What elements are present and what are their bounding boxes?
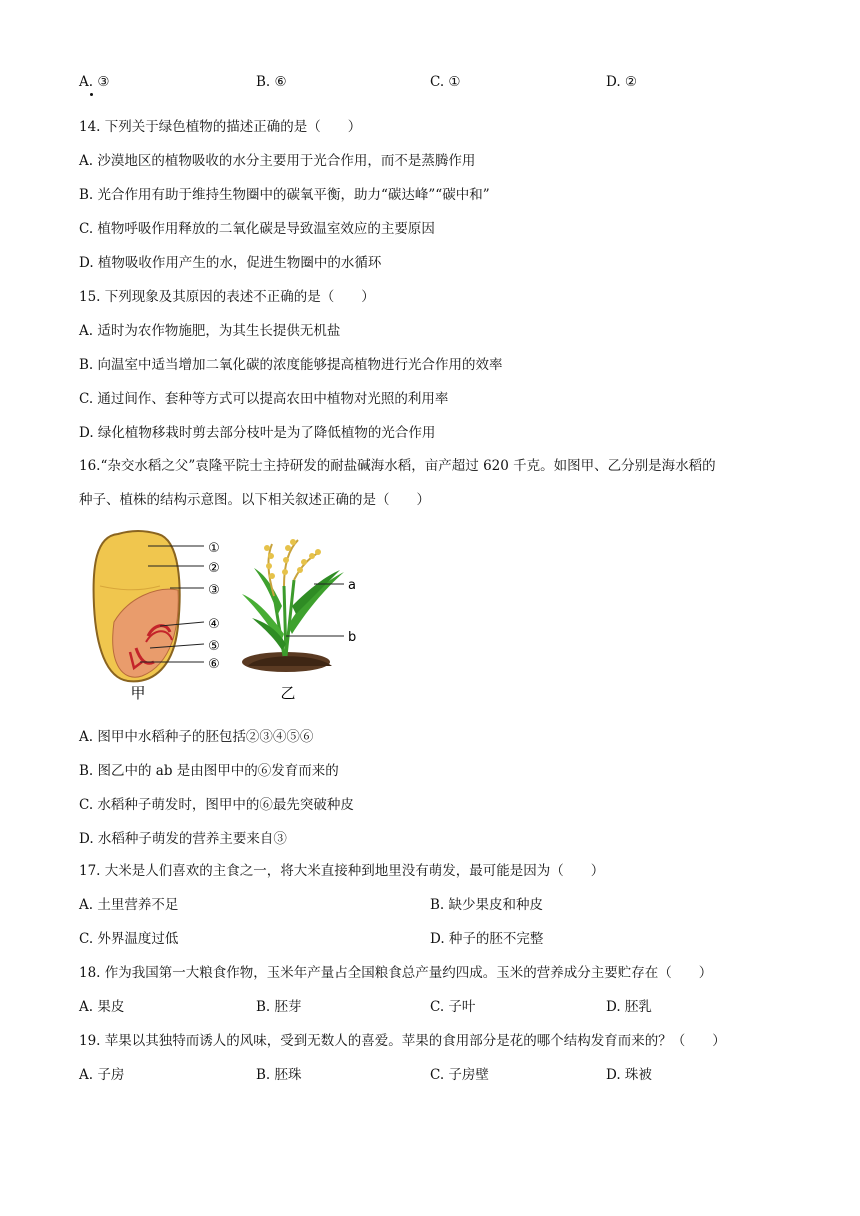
q18-option-c: C. 子叶 bbox=[430, 999, 476, 1015]
q15-option-a: A. 适时为农作物施肥，为其生长提供无机盐 bbox=[79, 323, 341, 339]
q17-option-c: C. 外界温度过低 bbox=[79, 931, 179, 947]
q15-stem: 15. 下列现象及其原因的表述不正确的是（ ） bbox=[79, 289, 375, 305]
q13-option-a: A. ③ bbox=[79, 74, 110, 90]
q16-option-b: B. 图乙中的 ab 是由图甲中的⑥发育而来的 bbox=[79, 763, 339, 779]
seed-label-5: ⑤ bbox=[208, 639, 220, 654]
q17-option-a: A. 土里营养不足 bbox=[79, 897, 179, 913]
q16-stem-line2: 种子、植株的结构示意图。以下相关叙述正确的是（ ） bbox=[79, 492, 430, 508]
rice-plant-diagram bbox=[242, 539, 356, 702]
q15-option-d: D. 绿化植物移栽时剪去部分枝叶是为了降低植物的光合作用 bbox=[79, 425, 436, 441]
seed-label-4: ④ bbox=[208, 617, 220, 632]
q14-option-a: A. 沙漠地区的植物吸收的水分主要用于光合作用，而不是蒸腾作用 bbox=[79, 153, 476, 169]
plant-caption: 乙 bbox=[280, 684, 296, 702]
q17-option-d: D. 种子的胚不完整 bbox=[430, 931, 544, 947]
q17-stem: 17. 大米是人们喜欢的主食之一，将大米直接种到地里没有萌发，最可能是因为（ ） bbox=[79, 863, 605, 879]
q14-option-d: D. 植物吸收作用产生的水，促进生物圈中的水循环 bbox=[79, 255, 382, 271]
q16-option-c: C. 水稻种子萌发时，图甲中的⑥最先突破种皮 bbox=[79, 797, 354, 813]
q15-option-c: C. 通过间作、套种等方式可以提高农田中植物对光照的利用率 bbox=[79, 391, 449, 407]
q16-option-d: D. 水稻种子萌发的营养主要来自③ bbox=[79, 831, 287, 847]
rice-figure bbox=[88, 526, 378, 706]
seed-label-6: ⑥ bbox=[208, 657, 220, 672]
seed-label-2: ② bbox=[208, 561, 220, 576]
q18-option-a: A. 果皮 bbox=[79, 999, 125, 1015]
q14-option-c: C. 植物呼吸作用释放的二氧化碳是导致温室效应的主要原因 bbox=[79, 221, 435, 237]
q18-stem: 18. 作为我国第一大粮食作物，玉米年产量占全国粮食总产量约四成。玉米的营养成分主要贮存在（ ） bbox=[79, 965, 713, 981]
plant-label-a: a bbox=[348, 578, 356, 593]
seed-caption: 甲 bbox=[130, 684, 146, 702]
q15-option-b: B. 向温室中适当增加二氧化碳的浓度能够提高植物进行光合作用的效率 bbox=[79, 357, 503, 373]
q13-option-d: D. ② bbox=[606, 74, 638, 90]
rice-figure-svg bbox=[88, 526, 378, 706]
q18-option-d: D. 胚乳 bbox=[606, 999, 652, 1015]
q13-option-b: B. ⑥ bbox=[256, 74, 287, 90]
q17-option-b: B. 缺少果皮和种皮 bbox=[430, 897, 544, 913]
seed-label-3: ③ bbox=[208, 583, 220, 598]
q19-option-d: D. 珠被 bbox=[606, 1067, 652, 1083]
q13-option-c: C. ① bbox=[430, 74, 461, 90]
q19-option-c: C. 子房壁 bbox=[430, 1067, 489, 1083]
plant-label-b: b bbox=[348, 630, 357, 645]
q19-stem: 19. 苹果以其独特而诱人的风味，受到无数人的喜爱。苹果的食用部分是花的哪个结构发育而来的？（ ） bbox=[79, 1033, 726, 1049]
rice-seed-diagram bbox=[94, 531, 220, 702]
q14-stem: 14. 下列关于绿色植物的描述正确的是（ ） bbox=[79, 119, 362, 135]
q16-stem-line1: 16.“杂交水稻之父”袁隆平院士主持研发的耐盐碱海水稻，亩产超过 620 千克。如图甲、乙分别是海水稻的 bbox=[79, 458, 716, 474]
seed-label-1: ① bbox=[208, 541, 220, 556]
q19-option-b: B. 胚珠 bbox=[256, 1067, 302, 1083]
q19-option-a: A. 子房 bbox=[79, 1067, 125, 1083]
q16-option-a: A. 图甲中水稻种子的胚包括②③④⑤⑥ bbox=[79, 729, 314, 745]
q18-option-b: B. 胚芽 bbox=[256, 999, 302, 1015]
emphasis-dot bbox=[90, 93, 93, 96]
q14-option-b: B. 光合作用有助于维持生物圈中的碳氧平衡，助力“碳达峰”“碳中和” bbox=[79, 187, 490, 203]
